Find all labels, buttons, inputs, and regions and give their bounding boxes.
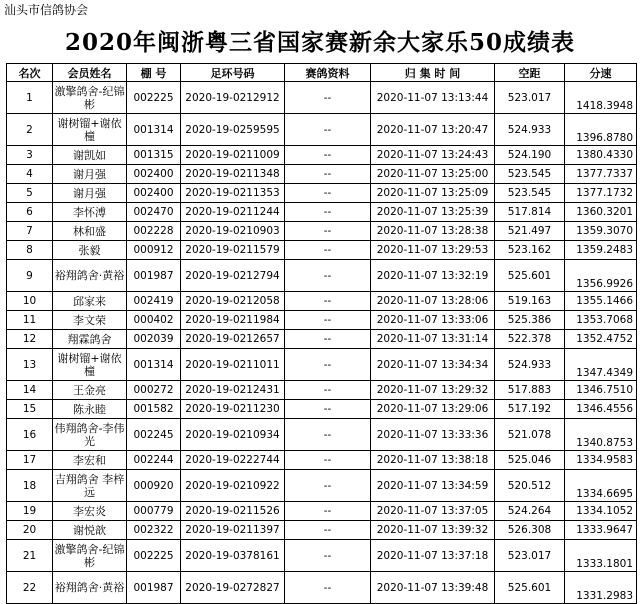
arrival-time-cell: 2020-11-07 13:37:05 <box>371 502 495 521</box>
arrival-time-cell: 2020-11-07 13:33:06 <box>371 311 495 330</box>
table-row <box>7 146 637 165</box>
loft-no-cell: 002419 <box>127 292 181 311</box>
member-name-cell: 激擎鸽舍-纪锦彬 <box>53 82 127 114</box>
arrival-time-cell: 2020-11-07 13:38:18 <box>371 451 495 470</box>
ring-no-cell: 2020-19-0211984 <box>181 311 285 330</box>
member-name-cell: 王金亮 <box>53 381 127 400</box>
speed-cell: 1334.6695 <box>565 470 637 502</box>
loft-no-cell: 001987 <box>127 572 181 604</box>
speed-cell: 1355.1466 <box>565 292 637 311</box>
ring-no-cell: 2020-19-0212657 <box>181 330 285 349</box>
speed-cell: 1353.7068 <box>565 311 637 330</box>
loft-no-cell: 002228 <box>127 222 181 241</box>
pigeon-info-cell: -- <box>285 260 371 292</box>
distance-cell: 525.601 <box>495 260 565 292</box>
table-row <box>7 82 637 114</box>
arrival-time-cell: 2020-11-07 13:29:06 <box>371 400 495 419</box>
distance-cell: 523.017 <box>495 540 565 572</box>
distance-cell: 525.046 <box>495 451 565 470</box>
ring-no-cell: 2020-19-0210934 <box>181 419 285 451</box>
arrival-time-cell: 2020-11-07 13:29:32 <box>371 381 495 400</box>
ring-no-cell: 2020-19-0212912 <box>181 82 285 114</box>
loft-no-cell: 002400 <box>127 184 181 203</box>
member-name-cell: 谢树镏+谢依橦 <box>53 114 127 146</box>
arrival-time-cell: 2020-11-07 13:39:48 <box>371 572 495 604</box>
arrival-time-cell: 2020-11-07 13:25:39 <box>371 203 495 222</box>
distance-cell: 523.545 <box>495 184 565 203</box>
ring-no-cell: 2020-19-0222744 <box>181 451 285 470</box>
table-row <box>7 349 637 381</box>
ring-no-cell: 2020-19-0378161 <box>181 540 285 572</box>
member-name-cell: 李文荣 <box>53 311 127 330</box>
table-row <box>7 419 637 451</box>
speed-cell: 1340.8753 <box>565 419 637 451</box>
distance-cell: 526.308 <box>495 521 565 540</box>
loft-no-cell: 001987 <box>127 260 181 292</box>
member-name-cell: 谢凯如 <box>53 146 127 165</box>
distance-cell: 519.163 <box>495 292 565 311</box>
loft-no-cell: 002400 <box>127 165 181 184</box>
col-header-loft-no: 棚 号 <box>127 64 181 82</box>
arrival-time-cell: 2020-11-07 13:34:34 <box>371 349 495 381</box>
arrival-time-cell: 2020-11-07 13:28:06 <box>371 292 495 311</box>
ring-no-cell: 2020-19-0211353 <box>181 184 285 203</box>
table-row <box>7 222 637 241</box>
ring-no-cell: 2020-19-0211011 <box>181 349 285 381</box>
member-name-cell: 谢树镏+谢依橦 <box>53 349 127 381</box>
results-table <box>6 63 637 604</box>
member-name-cell: 谢月强 <box>53 165 127 184</box>
rank-cell: 13 <box>7 349 53 381</box>
pigeon-info-cell: -- <box>285 470 371 502</box>
arrival-time-cell: 2020-11-07 13:31:14 <box>371 330 495 349</box>
speed-cell: 1352.4752 <box>565 330 637 349</box>
pigeon-info-cell: -- <box>285 165 371 184</box>
speed-cell: 1360.3201 <box>565 203 637 222</box>
distance-cell: 520.512 <box>495 470 565 502</box>
speed-cell: 1359.2483 <box>565 241 637 260</box>
table-header-row <box>7 64 637 82</box>
rank-cell: 19 <box>7 502 53 521</box>
ring-no-cell: 2020-19-0211244 <box>181 203 285 222</box>
rank-cell: 4 <box>7 165 53 184</box>
pigeon-info-cell: -- <box>285 400 371 419</box>
loft-no-cell: 002245 <box>127 419 181 451</box>
pigeon-info-cell: -- <box>285 349 371 381</box>
ring-no-cell: 2020-19-0211397 <box>181 521 285 540</box>
col-header-pigeon-info: 赛鸽资料 <box>285 64 371 82</box>
distance-cell: 517.883 <box>495 381 565 400</box>
loft-no-cell: 001314 <box>127 349 181 381</box>
pigeon-info-cell: -- <box>285 521 371 540</box>
pigeon-info-cell: -- <box>285 311 371 330</box>
distance-cell: 517.192 <box>495 400 565 419</box>
distance-cell: 525.386 <box>495 311 565 330</box>
col-header-member-name: 会员姓名 <box>53 64 127 82</box>
distance-cell: 524.933 <box>495 349 565 381</box>
loft-no-cell: 001315 <box>127 146 181 165</box>
loft-no-cell: 000912 <box>127 241 181 260</box>
pigeon-info-cell: -- <box>285 82 371 114</box>
speed-cell: 1333.1801 <box>565 540 637 572</box>
col-header-arrival-time: 归 集 时 间 <box>371 64 495 82</box>
pigeon-info-cell: -- <box>285 540 371 572</box>
arrival-time-cell: 2020-11-07 13:24:43 <box>371 146 495 165</box>
member-name-cell: 邱家来 <box>53 292 127 311</box>
rank-cell: 18 <box>7 470 53 502</box>
table-row <box>7 241 637 260</box>
distance-cell: 523.017 <box>495 82 565 114</box>
table-row <box>7 470 637 502</box>
ring-no-cell: 2020-19-0211009 <box>181 146 285 165</box>
table-row <box>7 311 637 330</box>
speed-cell: 1331.2983 <box>565 572 637 604</box>
distance-cell: 521.497 <box>495 222 565 241</box>
pigeon-info-cell: -- <box>285 381 371 400</box>
rank-cell: 10 <box>7 292 53 311</box>
pigeon-info-cell: -- <box>285 241 371 260</box>
rank-cell: 14 <box>7 381 53 400</box>
loft-no-cell: 000920 <box>127 470 181 502</box>
member-name-cell: 激擎鸽舍-纪锦彬 <box>53 540 127 572</box>
rank-cell: 3 <box>7 146 53 165</box>
arrival-time-cell: 2020-11-07 13:33:36 <box>371 419 495 451</box>
ring-no-cell: 2020-19-0211230 <box>181 400 285 419</box>
ring-no-cell: 2020-19-0210903 <box>181 222 285 241</box>
arrival-time-cell: 2020-11-07 13:28:38 <box>371 222 495 241</box>
pigeon-info-cell: -- <box>285 184 371 203</box>
speed-cell: 1334.9583 <box>565 451 637 470</box>
table-row <box>7 203 637 222</box>
ring-no-cell: 2020-19-0211579 <box>181 241 285 260</box>
rank-cell: 12 <box>7 330 53 349</box>
distance-cell: 522.378 <box>495 330 565 349</box>
arrival-time-cell: 2020-11-07 13:37:18 <box>371 540 495 572</box>
pigeon-info-cell: -- <box>285 330 371 349</box>
rank-cell: 20 <box>7 521 53 540</box>
rank-cell: 2 <box>7 114 53 146</box>
speed-cell: 1396.8780 <box>565 114 637 146</box>
loft-no-cell: 001314 <box>127 114 181 146</box>
ring-no-cell: 2020-19-0211526 <box>181 502 285 521</box>
distance-cell: 523.162 <box>495 241 565 260</box>
member-name-cell: 李宏和 <box>53 451 127 470</box>
member-name-cell: 谢月强 <box>53 184 127 203</box>
loft-no-cell: 001582 <box>127 400 181 419</box>
table-row <box>7 165 637 184</box>
speed-cell: 1418.3948 <box>565 82 637 114</box>
rank-cell: 22 <box>7 572 53 604</box>
ring-no-cell: 2020-19-0212794 <box>181 260 285 292</box>
pigeon-info-cell: -- <box>285 222 371 241</box>
table-row <box>7 292 637 311</box>
speed-cell: 1347.4349 <box>565 349 637 381</box>
page-title: 2020年闽浙粤三省国家赛新余大家乐50成绩表 <box>64 29 576 56</box>
rank-cell: 9 <box>7 260 53 292</box>
loft-no-cell: 000272 <box>127 381 181 400</box>
speed-cell: 1333.9647 <box>565 521 637 540</box>
loft-no-cell: 002322 <box>127 521 181 540</box>
arrival-time-cell: 2020-11-07 13:29:53 <box>371 241 495 260</box>
member-name-cell: 谢悦歆 <box>53 521 127 540</box>
rank-cell: 5 <box>7 184 53 203</box>
table-row <box>7 521 637 540</box>
member-name-cell: 吉翔鸽舍 李梓远 <box>53 470 127 502</box>
ring-no-cell: 2020-19-0259595 <box>181 114 285 146</box>
table-row <box>7 184 637 203</box>
table-row <box>7 114 637 146</box>
table-row <box>7 540 637 572</box>
pigeon-info-cell: -- <box>285 419 371 451</box>
distance-cell: 524.190 <box>495 146 565 165</box>
speed-cell: 1377.1732 <box>565 184 637 203</box>
loft-no-cell: 000402 <box>127 311 181 330</box>
member-name-cell: 伟翔鸽舍-李伟光 <box>53 419 127 451</box>
rank-cell: 16 <box>7 419 53 451</box>
distance-cell: 524.933 <box>495 114 565 146</box>
speed-cell: 1359.3070 <box>565 222 637 241</box>
ring-no-cell: 2020-19-0211348 <box>181 165 285 184</box>
ring-no-cell: 2020-19-0210922 <box>181 470 285 502</box>
rank-cell: 11 <box>7 311 53 330</box>
ring-no-cell: 2020-19-0272827 <box>181 572 285 604</box>
speed-cell: 1334.1052 <box>565 502 637 521</box>
col-header-rank: 名次 <box>7 64 53 82</box>
arrival-time-cell: 2020-11-07 13:39:32 <box>371 521 495 540</box>
loft-no-cell: 002225 <box>127 82 181 114</box>
organization-name: 汕头市信鸽协会 <box>4 3 89 17</box>
col-header-distance: 空距 <box>495 64 565 82</box>
member-name-cell: 裕翔鸽舍·黄裕 <box>53 572 127 604</box>
rank-cell: 6 <box>7 203 53 222</box>
speed-cell: 1377.7337 <box>565 165 637 184</box>
pigeon-info-cell: -- <box>285 114 371 146</box>
member-name-cell: 翔霖鸽舍 <box>53 330 127 349</box>
loft-no-cell: 002039 <box>127 330 181 349</box>
loft-no-cell: 002225 <box>127 540 181 572</box>
speed-cell: 1346.4556 <box>565 400 637 419</box>
pigeon-info-cell: -- <box>285 451 371 470</box>
arrival-time-cell: 2020-11-07 13:32:19 <box>371 260 495 292</box>
table-row <box>7 330 637 349</box>
member-name-cell: 李怀溥 <box>53 203 127 222</box>
arrival-time-cell: 2020-11-07 13:20:47 <box>371 114 495 146</box>
member-name-cell: 林和盛 <box>53 222 127 241</box>
table-row <box>7 451 637 470</box>
distance-cell: 521.078 <box>495 419 565 451</box>
rank-cell: 17 <box>7 451 53 470</box>
pigeon-info-cell: -- <box>285 292 371 311</box>
pigeon-info-cell: -- <box>285 502 371 521</box>
member-name-cell: 裕翔鸽舍·黄裕 <box>53 260 127 292</box>
speed-cell: 1380.4330 <box>565 146 637 165</box>
table-row <box>7 400 637 419</box>
member-name-cell: 李宏炎 <box>53 502 127 521</box>
distance-cell: 523.545 <box>495 165 565 184</box>
arrival-time-cell: 2020-11-07 13:25:00 <box>371 165 495 184</box>
distance-cell: 525.601 <box>495 572 565 604</box>
table-row <box>7 260 637 292</box>
pigeon-info-cell: -- <box>285 146 371 165</box>
loft-no-cell: 000779 <box>127 502 181 521</box>
col-header-speed: 分速 <box>565 64 637 82</box>
arrival-time-cell: 2020-11-07 13:13:44 <box>371 82 495 114</box>
rank-cell: 21 <box>7 540 53 572</box>
pigeon-info-cell: -- <box>285 203 371 222</box>
member-name-cell: 陈永睦 <box>53 400 127 419</box>
rank-cell: 7 <box>7 222 53 241</box>
loft-no-cell: 002470 <box>127 203 181 222</box>
speed-cell: 1356.9926 <box>565 260 637 292</box>
loft-no-cell: 002244 <box>127 451 181 470</box>
table-row <box>7 502 637 521</box>
arrival-time-cell: 2020-11-07 13:34:59 <box>371 470 495 502</box>
member-name-cell: 张毅 <box>53 241 127 260</box>
col-header-ring-no: 足环号码 <box>181 64 285 82</box>
ring-no-cell: 2020-19-0212058 <box>181 292 285 311</box>
arrival-time-cell: 2020-11-07 13:25:09 <box>371 184 495 203</box>
distance-cell: 517.814 <box>495 203 565 222</box>
rank-cell: 15 <box>7 400 53 419</box>
ring-no-cell: 2020-19-0212431 <box>181 381 285 400</box>
rank-cell: 1 <box>7 82 53 114</box>
speed-cell: 1346.7510 <box>565 381 637 400</box>
table-row <box>7 381 637 400</box>
pigeon-info-cell: -- <box>285 572 371 604</box>
rank-cell: 8 <box>7 241 53 260</box>
distance-cell: 524.264 <box>495 502 565 521</box>
